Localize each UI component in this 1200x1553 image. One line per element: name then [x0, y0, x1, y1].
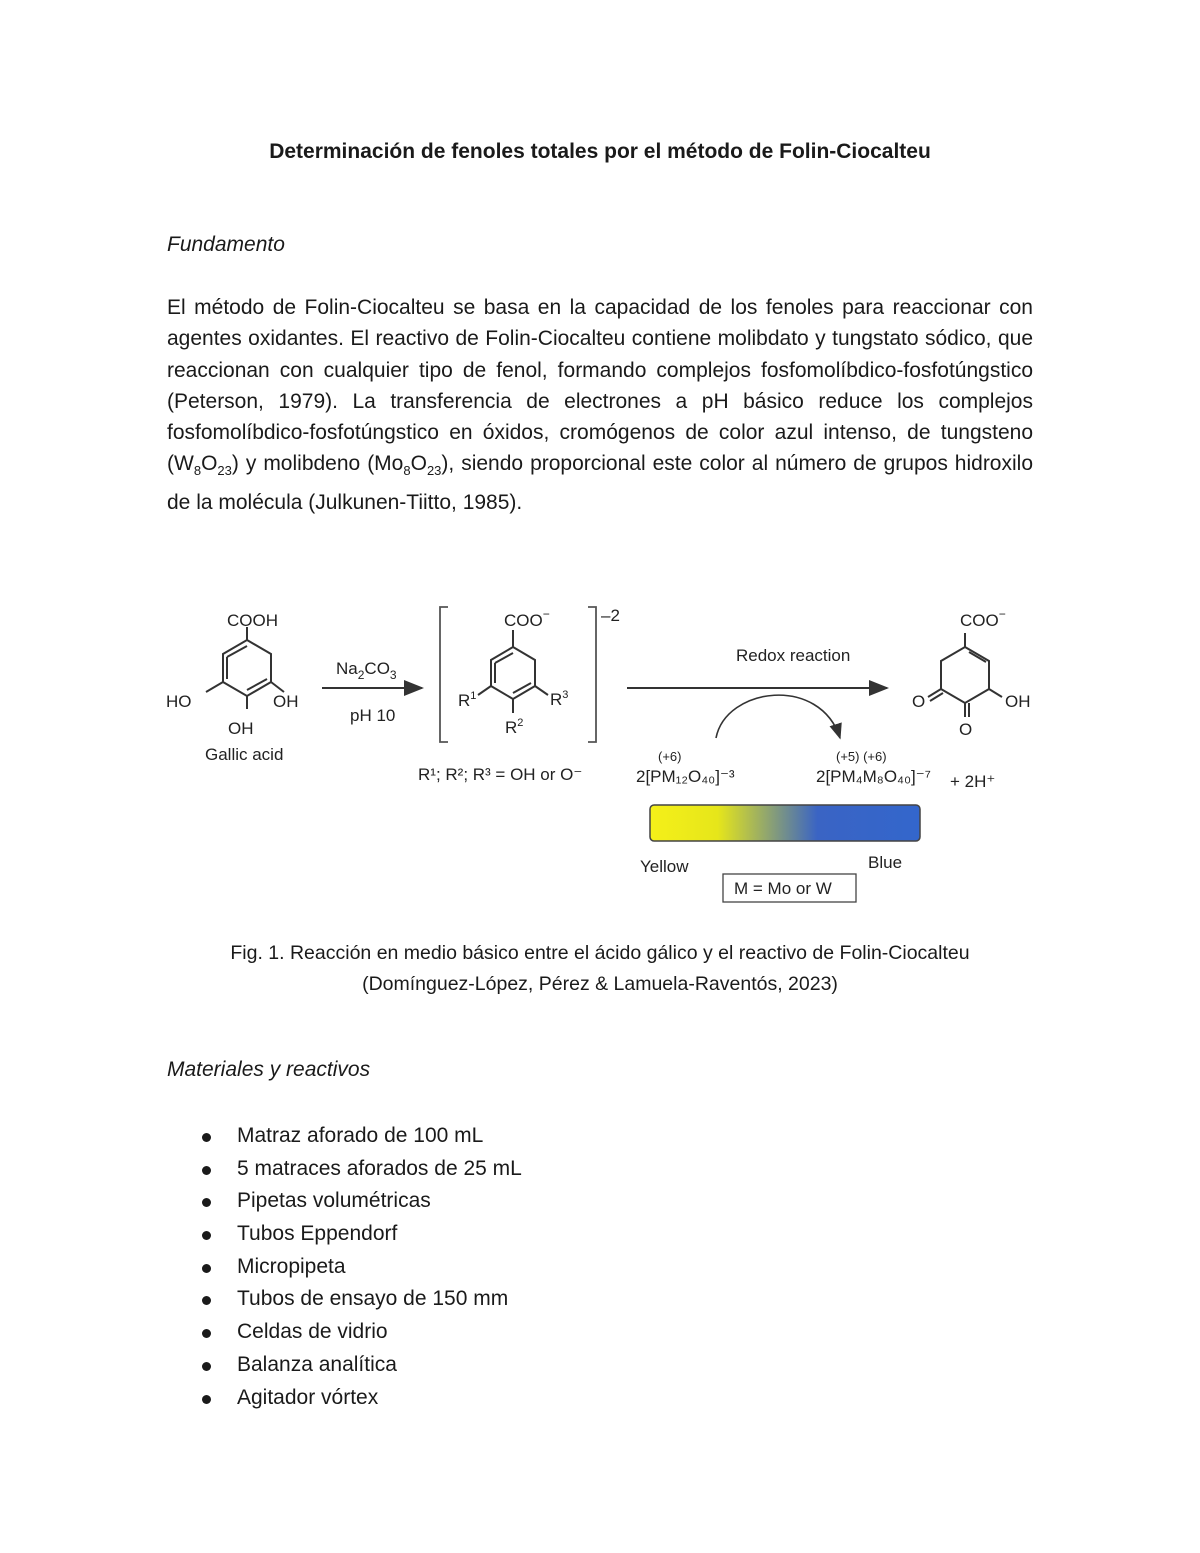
gallic-ho-label: HO: [166, 692, 192, 711]
substituents-label: R¹; R²; R³ = OH or O⁻: [418, 765, 583, 784]
list-item: [200, 1185, 522, 1218]
gallic-oh-right-label: OH: [273, 692, 299, 711]
charge-label: –2: [601, 606, 620, 625]
phenolate-coo-label: COO−: [504, 607, 550, 630]
bullet-icon: [202, 1133, 211, 1142]
m-legend-label: M = Mo or W: [734, 879, 832, 898]
figure-caption: [0, 938, 1200, 1000]
tungsten-subscript-23: 23: [217, 463, 232, 479]
product-o-left-label: O: [912, 692, 926, 711]
materials-list: [200, 1120, 522, 1414]
list-item-text: Micropipeta: [237, 1254, 346, 1278]
list-item-text: Matraz aforado de 100 mL: [237, 1124, 484, 1147]
bullet-icon: [202, 1264, 211, 1273]
paragraph-text-part-3: ), siendo proporcional este color al número de grupos hidroxilo de la molécula (Julkunen-Tiitto, 1985).: [167, 452, 1033, 514]
product-complex-label: 2[PM₄M₈O₄₀]⁻⁷: [816, 767, 931, 786]
bullet-icon: [202, 1296, 211, 1305]
section-heading-fundamento: Fundamento: [167, 233, 285, 256]
list-item-text: Balanza analítica: [237, 1352, 397, 1376]
oxidation-state-product: (+5) (+6): [836, 749, 887, 764]
bullet-icon: [202, 1395, 211, 1404]
bullet-icon: [202, 1231, 211, 1240]
molybdenum-subscript-23: 23: [426, 463, 442, 479]
electron-transfer-arrow: [716, 695, 840, 738]
reagent-label: $Na_2CO_3$: [336, 659, 397, 682]
caption-line-1: Fig. 1. Reacción en medio básico entre el ácido gálico y el reactivo de Folin-Ciocalteu: [230, 942, 970, 964]
reactant-complex-label: 2[PM₁₂O₄₀]⁻³: [636, 767, 735, 786]
ph-label: pH 10: [350, 706, 396, 725]
bullet-icon: [202, 1166, 211, 1175]
list-item-text: Celdas de vidrio: [237, 1320, 388, 1344]
paragraph-text-part-2: ) y molibdeno (Mo: [231, 452, 404, 476]
list-item-text: Pipetas volumétricas: [237, 1189, 431, 1213]
molybdenum-oxygen: O: [410, 452, 427, 476]
section-heading-materiales: Materiales y reactivos: [167, 1058, 371, 1081]
paragraph-text-part-1: El método de Folin-Ciocalteu se basa en la capacidad de los fenoles para reaccionar con agentes oxidantes. El reactivo de Folin-Ciocalteu contiene molibdato y tungstato sódico, que reaccionan con cualquier tipo de fenol, formando complejos fosfomolíbdico-fosfotúngstico (Peterson, 1979). La transferencia de electrones a pH básico reduce los complejos fosfomolíbdico-fosfotúngstico en óxidos, cromógenos de color azul intenso, de tungsteno (W: [167, 296, 1033, 476]
tungsten-subscript-8: 8: [193, 463, 202, 479]
blue-label: Blue: [868, 853, 903, 872]
oxidation-state-reactant: (+6): [658, 749, 682, 764]
reaction-scheme-figure: [160, 595, 1040, 915]
yellow-label: Yellow: [640, 857, 689, 876]
gallic-oh-bottom-label: OH: [228, 719, 254, 738]
r1-label: $R^1$: [458, 690, 477, 710]
phenolate-structure: [478, 630, 548, 713]
product-oh-label: OH: [1005, 692, 1031, 711]
list-item: [200, 1382, 522, 1415]
left-bracket: [440, 607, 448, 742]
r2-label: $R^2$: [505, 717, 524, 737]
hydrogen-ions-label: + 2H⁺: [950, 772, 996, 791]
molybdenum-subscript-8: 8: [403, 463, 411, 479]
gallic-cooh-label: COOH: [227, 611, 278, 630]
caption-line-2: (Domínguez-López, Pérez & Lamuela-Raventós, 2023): [362, 973, 838, 995]
right-bracket: [588, 607, 596, 742]
color-gradient-bar: [650, 805, 920, 841]
redox-label: Redox reaction: [736, 646, 851, 665]
list-item-text: Tubos Eppendorf: [237, 1222, 398, 1246]
list-item: [200, 1316, 522, 1349]
quinone-product-structure: [928, 633, 1002, 717]
list-item: [200, 1120, 522, 1153]
bullet-icon: [202, 1362, 211, 1371]
bullet-icon: [202, 1198, 211, 1207]
bullet-icon: [202, 1329, 211, 1338]
document-title: Determinación de fenoles totales por el método de Folin-Ciocalteu: [269, 140, 931, 163]
product-coo-label: COO−: [960, 607, 1006, 630]
gallic-acid-label: Gallic acid: [205, 745, 284, 764]
list-item: [200, 1283, 522, 1316]
product-o-bottom-label: O: [959, 720, 973, 739]
tungsten-oxygen: O: [201, 452, 218, 476]
list-item: [200, 1218, 522, 1251]
list-item-text: Tubos de ensayo de 150 mm: [237, 1287, 509, 1311]
list-item: [200, 1349, 522, 1382]
list-item-text: 5 matraces aforados de 25 mL: [237, 1156, 522, 1180]
list-item: [200, 1251, 522, 1284]
list-item: [200, 1153, 522, 1186]
fundamento-paragraph: [167, 292, 1033, 518]
list-item-text: Agitador vórtex: [237, 1385, 379, 1409]
r3-label: $R^3$: [550, 689, 569, 709]
